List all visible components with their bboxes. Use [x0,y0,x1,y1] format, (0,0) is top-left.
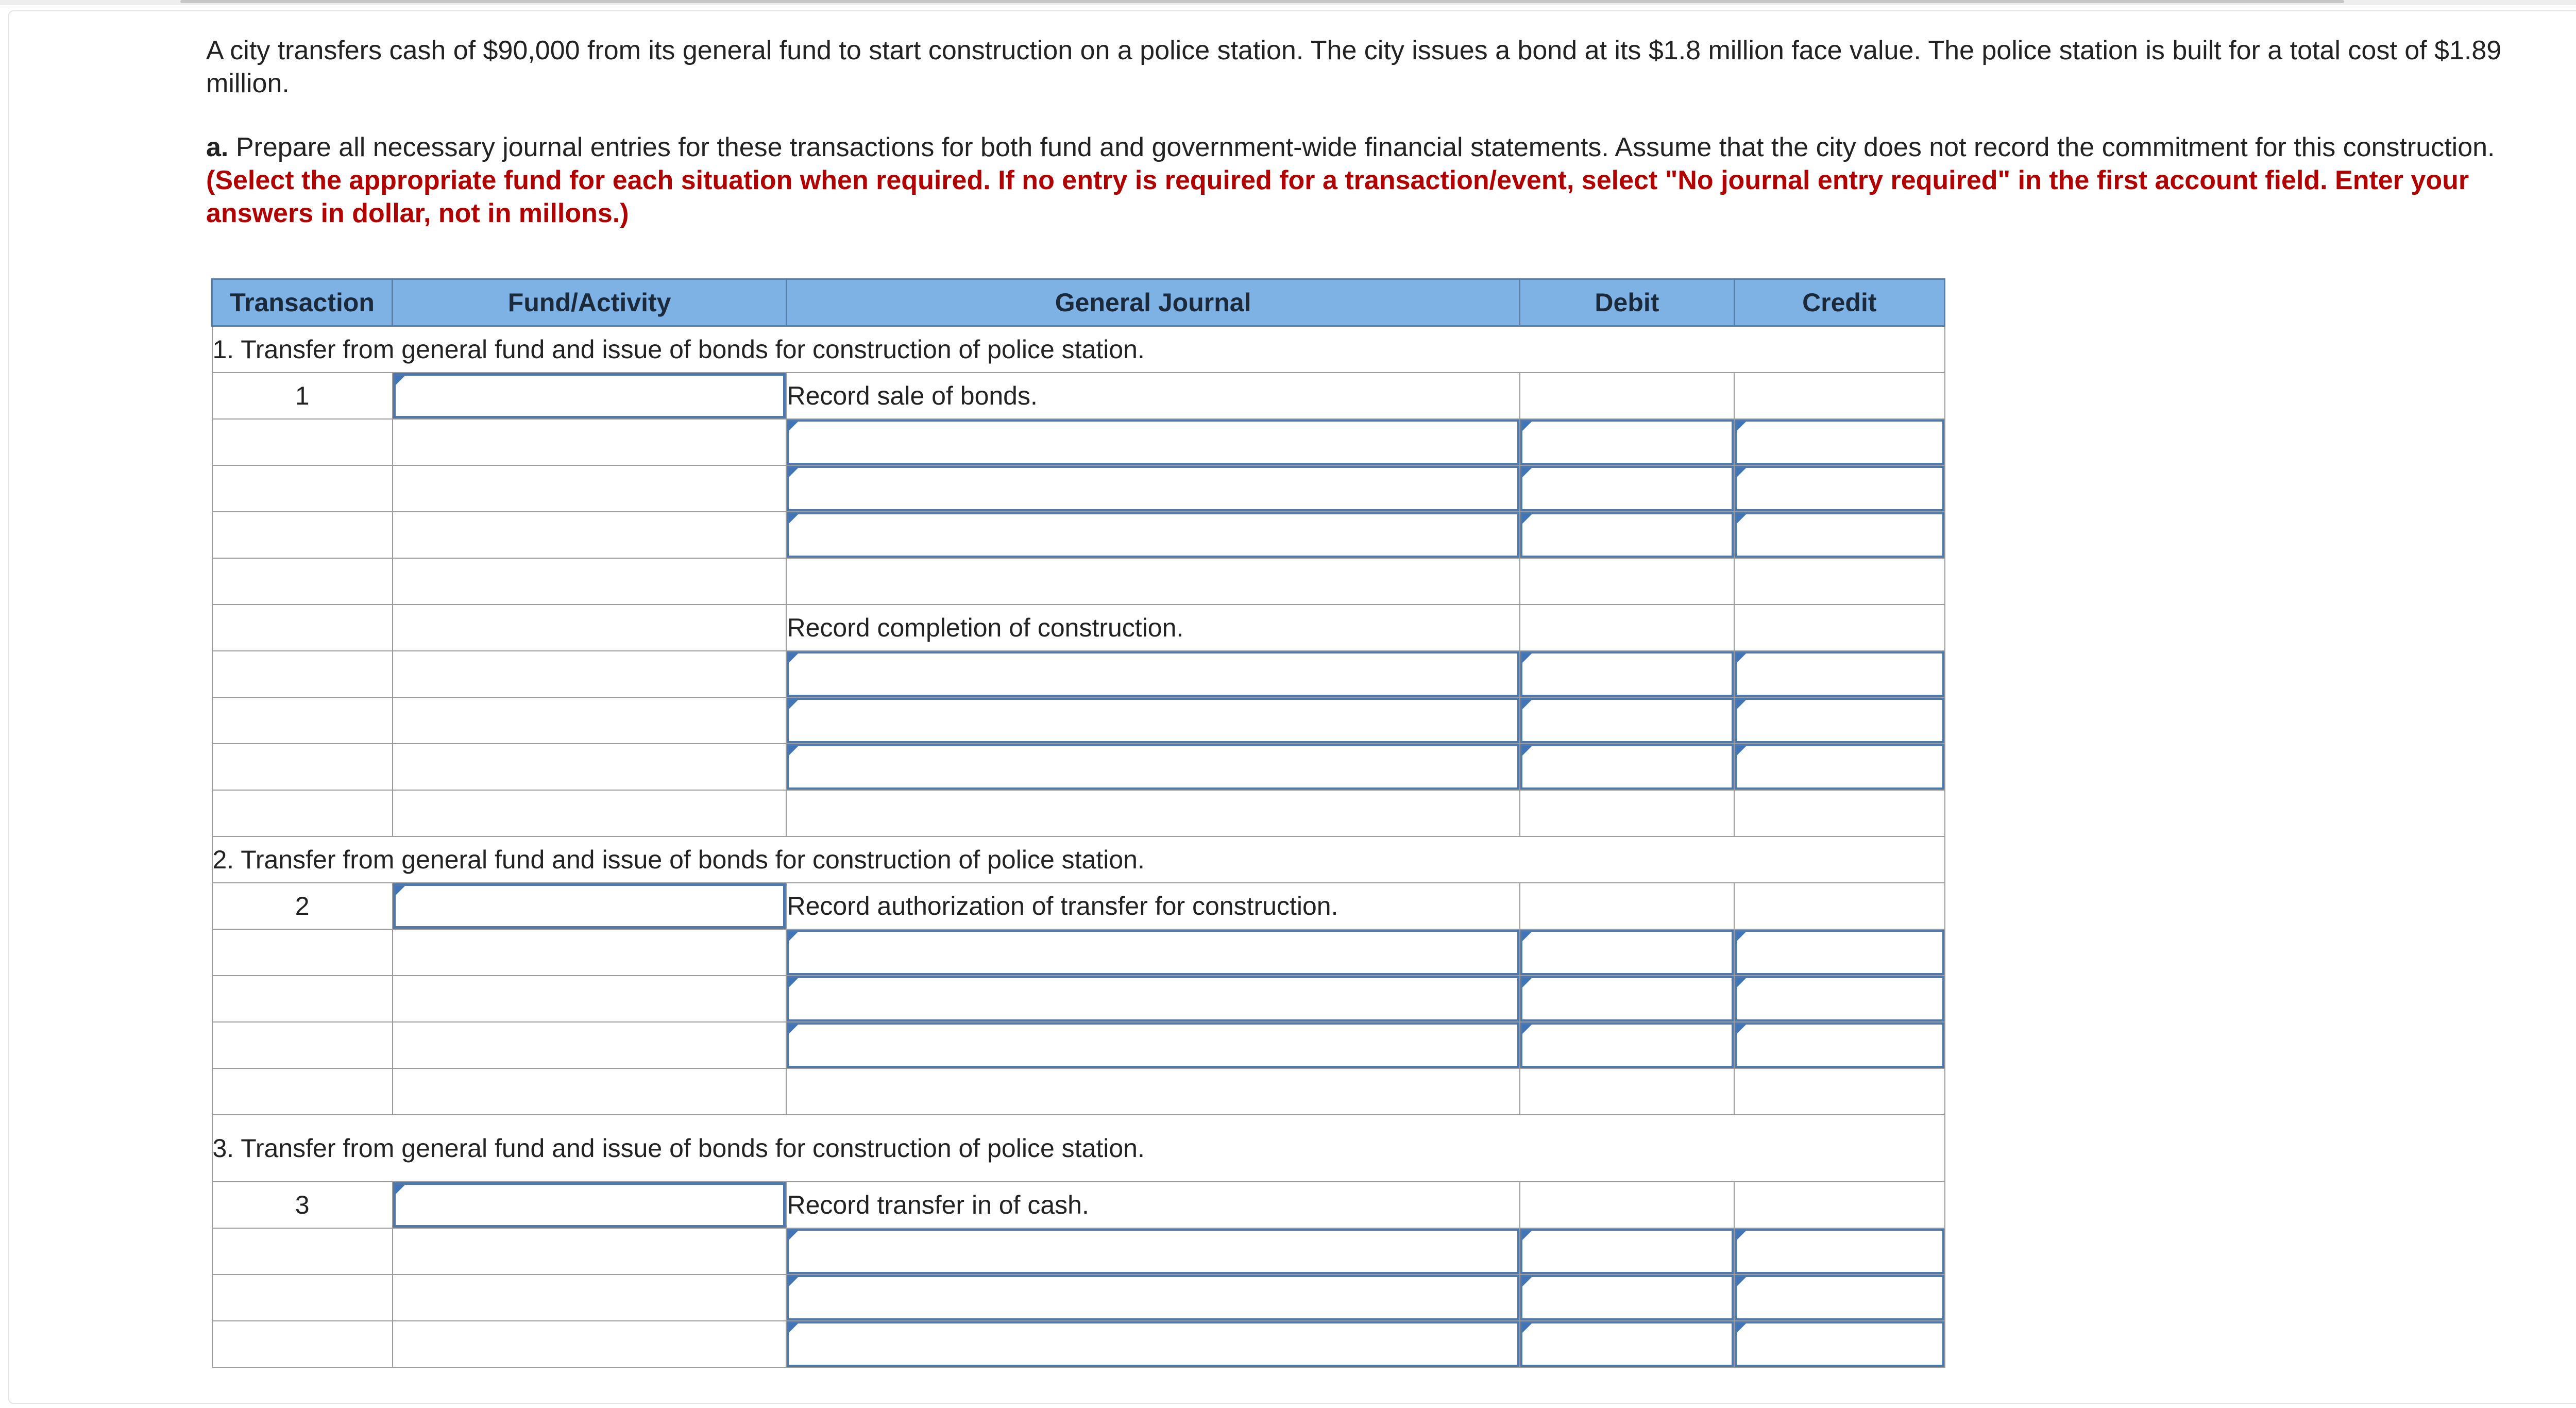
table-row [212,929,1945,976]
empty-cell [393,1321,787,1367]
empty-cell [212,512,393,558]
empty-cell [393,465,787,512]
account-select[interactable] [787,1275,1519,1320]
debit-cell [1520,419,1734,465]
table-row [212,1182,1945,1228]
account-cell [786,512,1519,558]
entry-description: Record transfer in of cash. [786,1182,1519,1228]
credit-cell [1734,929,1944,976]
debit-cell [1520,512,1734,558]
entry-description: Record authorization of transfer for construction. [786,883,1519,929]
empty-cell [393,558,787,605]
fund-activity-select[interactable] [393,883,786,929]
credit-cell [1734,883,1944,929]
credit-cell [1734,1022,1944,1068]
question-part-a [206,131,2576,230]
account-cell [786,1022,1519,1068]
debit-input[interactable] [1520,930,1734,975]
empty-cell [393,790,787,836]
empty-cell [393,419,787,465]
empty-cell [212,651,393,697]
account-select[interactable] [787,698,1519,743]
empty-cell [786,790,1519,836]
empty-cell [212,1068,393,1115]
debit-cell [1520,1275,1734,1321]
credit-cell [1734,512,1944,558]
table-header-row [212,279,1945,326]
section-1-title: 1. Transfer from general fund and issue of bonds for construction of police station. [212,326,1945,373]
debit-input[interactable] [1520,744,1734,790]
entry-description: Record completion of construction. [786,605,1519,651]
account-select[interactable] [787,930,1519,975]
section-2-title: 2. Transfer from general fund and issue of bonds for construction of police station. [212,836,1945,883]
credit-input[interactable] [1735,512,1944,558]
transaction-number: 1 [212,373,393,419]
empty-cell [212,929,393,976]
credit-cell [1734,465,1944,512]
empty-cell [212,976,393,1022]
empty-cell [212,1228,393,1275]
debit-input[interactable] [1520,1321,1734,1367]
debit-input[interactable] [1520,651,1734,697]
debit-input[interactable] [1520,698,1734,743]
credit-cell [1734,373,1944,419]
account-select[interactable] [787,466,1519,511]
account-cell [786,697,1519,744]
horizontal-scrollbar[interactable] [0,0,2576,5]
empty-cell [1520,790,1734,836]
section-title-row [212,1115,1945,1182]
account-select[interactable] [787,420,1519,465]
debit-input[interactable] [1520,1275,1734,1320]
debit-input[interactable] [1520,976,1734,1021]
horizontal-scroll-thumb[interactable] [180,0,2344,3]
empty-cell [212,697,393,744]
section-title-row [212,836,1945,883]
empty-cell [212,558,393,605]
table-row [212,1022,1945,1068]
credit-input[interactable] [1735,420,1944,465]
debit-input[interactable] [1520,1023,1734,1068]
table-row [212,976,1945,1022]
empty-cell [212,1275,393,1321]
account-select[interactable] [787,512,1519,558]
account-cell [786,1275,1519,1321]
account-select[interactable] [787,976,1519,1021]
empty-cell [212,605,393,651]
header-fund-activity: Fund/Activity [393,279,787,326]
account-cell [786,419,1519,465]
header-debit: Debit [1520,279,1734,326]
table-row [212,512,1945,558]
fund-activity-select[interactable] [393,1182,786,1228]
debit-cell [1520,929,1734,976]
table-row [212,558,1945,605]
header-credit: Credit [1734,279,1944,326]
account-select[interactable] [787,1321,1519,1367]
table-row [212,373,1945,419]
empty-cell [1734,790,1944,836]
fund-activity-select[interactable] [393,373,786,418]
credit-input[interactable] [1735,1229,1944,1274]
debit-cell [1520,976,1734,1022]
empty-cell [393,1228,787,1275]
table-row [212,1228,1945,1275]
account-cell [786,1228,1519,1275]
account-cell [786,1321,1519,1367]
instructions-text: (Select the appropriate fund for each situation when required. If no entry is required for a transaction/event, select "No journal entry required" in the first account field. Enter your answers in dollar, not in millons.) [206,165,2469,228]
debit-input[interactable] [1520,466,1734,511]
credit-input[interactable] [1735,1275,1944,1320]
credit-input[interactable] [1735,698,1944,743]
credit-input[interactable] [1735,1321,1944,1367]
empty-cell [393,744,787,790]
transaction-number: 2 [212,883,393,929]
credit-cell [1734,419,1944,465]
empty-cell [393,976,787,1022]
table-row [212,744,1945,790]
fund-activity-cell [393,1182,787,1228]
table-row [212,465,1945,512]
credit-cell [1734,976,1944,1022]
table-row [212,790,1945,836]
credit-cell [1734,651,1944,697]
credit-input[interactable] [1735,651,1944,697]
empty-cell [786,1068,1519,1115]
debit-cell [1520,465,1734,512]
empty-cell [1734,1068,1944,1115]
debit-cell [1520,697,1734,744]
table-row [212,419,1945,465]
table-row [212,883,1945,929]
debit-cell [1520,1228,1734,1275]
account-select[interactable] [787,651,1519,697]
account-cell [786,465,1519,512]
table-row [212,1068,1945,1115]
empty-cell [393,1068,787,1115]
table-row [212,651,1945,697]
empty-cell [1520,1068,1734,1115]
header-general-journal: General Journal [786,279,1519,326]
credit-input[interactable] [1735,466,1944,511]
credit-cell [1734,1321,1944,1367]
debit-input[interactable] [1520,420,1734,465]
debit-cell [1520,1321,1734,1367]
credit-input[interactable] [1735,744,1944,790]
question-intro: A city transfers cash of $90,000 from its general fund to start construction on a police station. The city issues a bond at its $1.8 million face value. The police station is built for a total cost of $1.89 million. [206,36,2502,98]
empty-cell [393,1022,787,1068]
debit-cell [1520,373,1734,419]
empty-cell [212,744,393,790]
debit-input[interactable] [1520,1229,1734,1274]
credit-cell [1734,1228,1944,1275]
debit-cell [1520,1022,1734,1068]
empty-cell [786,558,1519,605]
credit-cell [1734,697,1944,744]
empty-cell [212,790,393,836]
credit-input[interactable] [1735,976,1944,1021]
credit-cell [1734,744,1944,790]
empty-cell [393,512,787,558]
account-cell [786,929,1519,976]
account-select[interactable] [787,744,1519,790]
empty-cell [393,651,787,697]
journal-table [211,278,1945,1368]
empty-cell [212,1022,393,1068]
header-transaction: Transaction [212,279,393,326]
empty-cell [1520,605,1734,651]
credit-cell [1734,1182,1944,1228]
debit-cell [1520,651,1734,697]
empty-cell [1734,605,1944,651]
empty-cell [212,419,393,465]
empty-cell [212,465,393,512]
table-row [212,697,1945,744]
transaction-number: 3 [212,1182,393,1228]
account-cell [786,744,1519,790]
credit-cell [1734,1275,1944,1321]
fund-activity-cell [393,883,787,929]
part-text: Prepare all necessary journal entries for these transactions for both fund and government-wide financial statements. Assume that the city does not record the commitment for this construction. [235,132,2495,162]
empty-cell [393,697,787,744]
table-row [212,605,1945,651]
account-cell [786,976,1519,1022]
debit-input[interactable] [1520,512,1734,558]
credit-input[interactable] [1735,1023,1944,1068]
empty-cell [393,1275,787,1321]
account-select[interactable] [787,1229,1519,1274]
debit-cell [1520,744,1734,790]
entry-description: Record sale of bonds. [786,373,1519,419]
debit-cell [1520,1182,1734,1228]
credit-input[interactable] [1735,930,1944,975]
debit-cell [1520,883,1734,929]
part-label: a. [206,132,229,162]
empty-cell [1734,558,1944,605]
section-3-title: 3. Transfer from general fund and issue of bonds for construction of police station. [212,1115,1945,1182]
empty-cell [393,605,787,651]
section-title-row [212,326,1945,373]
account-select[interactable] [787,1023,1519,1068]
table-row [212,1321,1945,1367]
account-cell [786,651,1519,697]
empty-cell [393,929,787,976]
empty-cell [212,1321,393,1367]
empty-cell [1520,558,1734,605]
question-content [206,34,2576,230]
table-row [212,1275,1945,1321]
fund-activity-cell [393,373,787,419]
